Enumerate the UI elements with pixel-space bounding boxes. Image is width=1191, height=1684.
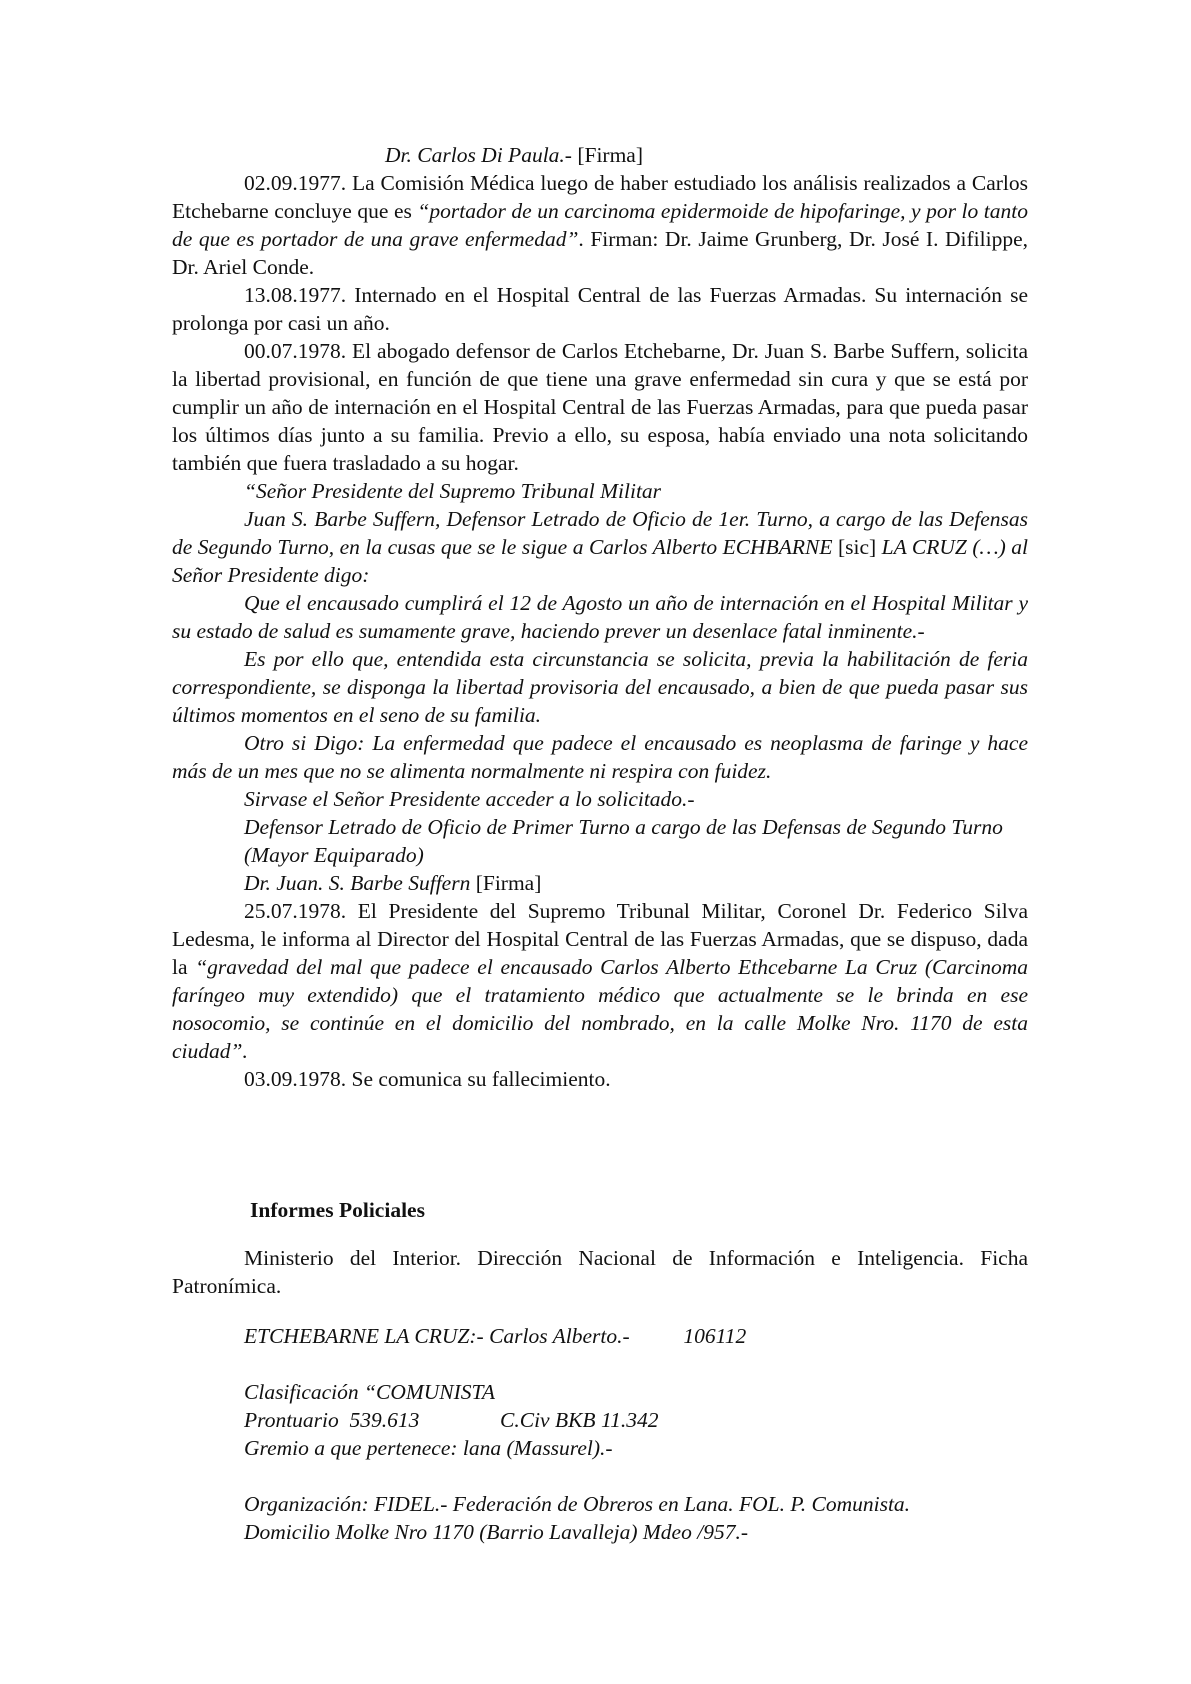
section-heading: Informes Policiales [250,1198,425,1222]
letter-salutation: “Señor Presidente del Supremo Tribunal Militar [244,479,662,503]
ficha-organizacion: Organización: FIDEL.- Federación de Obreros en Lana. FOL. P. Comunista. [244,1492,911,1516]
letter-paragraph-6: (Mayor Equiparado) [244,843,424,867]
document-body [172,141,1028,1093]
entry-1978-09-03: 03.09.1978. Se comunica su fallecimiento. [244,1067,611,1091]
letter-paragraph-4: Sirvase el Señor Presidente acceder a lo solicitado.- [244,787,695,811]
ficha-gremio: Gremio a que pertenece: lana (Massurel).- [244,1436,613,1460]
letter-paragraph-3: Otro si Digo: La enfermedad que padece el encausado es neoplasma de faringe y hace más de un mes que no se alimenta normalmente ni respira con fuidez. [172,731,1028,783]
signature-di-paula: Dr. Carlos Di Paula.- [Firma] [385,143,644,167]
informes-policiales-section [172,1196,1028,1300]
letter-signature: Dr. Juan. S. Barbe Suffern [Firma] [244,871,542,895]
ficha-prontuario: Prontuario 539.613 C.Civ BKB 11.342 [244,1408,659,1432]
letter-paragraph-2: Es por ello que, entendida esta circunstancia se solicita, previa la habilitación de feria correspondiente, se disponga la libertad provisoria del encausado, a bien de que pueda pasar sus últimos momentos en el seno de su familia. [172,647,1028,727]
letter-paragraph-1: Que el encausado cumplirá el 12 de Agosto un año de internación en el Hospital Militar y su estado de salud es sumamente grave, haciendo prever un desenlace fatal inminente.- [172,591,1028,643]
ficha-name-line: ETCHEBARNE LA CRUZ:- Carlos Alberto.- 106112 [244,1324,747,1348]
ficha-clasificacion: Clasificación “COMUNISTA [244,1380,496,1404]
entry-1978-07-00: 00.07.1978. El abogado defensor de Carlos Etchebarne, Dr. Juan S. Barbe Suffern, solicita la libertad provisional, en función de que tiene una grave enfermedad sin cura y que se está por cumplir un año de internación en el Hospital Central de las Fuerzas Armadas, para que pueda pasar los últimos días junto a su familia. Previo a ello, su esposa, había enviado una nota solicitando también que fuera trasladado a su hogar. [172,339,1028,475]
section-intro: Ministerio del Interior. Dirección Nacional de Información e Inteligencia. Ficha Patronímica. [172,1246,1028,1298]
entry-1977-08-13: 13.08.1977. Internado en el Hospital Central de las Fuerzas Armadas. Su internación se prolonga por casi un año. [172,283,1028,335]
entry-1978-07-25: 25.07.1978. El Presidente del Supremo Tribunal Militar, Coronel Dr. Federico Silva Ledesma, le informa al Director del Hospital Central de las Fuerzas Armadas, que se dispuso, dada la “gravedad del mal que padece el encausado Carlos Alberto Ethcebarne La Cruz (Carcinoma faríngeo muy extendido) que el tratamiento médico que actualmente se le brinda en ese nosocomio, se continúe en el domicilio del nombrado, en la calle Molke Nro. 1170 de esta ciudad”. [172,899,1028,1063]
letter-intro: Juan S. Barbe Suffern, Defensor Letrado de Oficio de 1er. Turno, a cargo de las Defensas de Segundo Turno, en la cusas que se le sigue a Carlos Alberto ECHBARNE [sic] LA CRUZ (…) al Señor Presidente digo: [172,507,1028,587]
ficha-domicilio: Domicilio Molke Nro 1170 (Barrio Lavalleja) Mdeo /957.- [244,1520,748,1544]
entry-1977-09-02: 02.09.1977. La Comisión Médica luego de haber estudiado los análisis realizados a Carlos Etchebarne concluye que es “portador de un carcinoma epidermoide de hipofaringe, y por lo tanto de que es portador de una grave enfermedad”. Firman: Dr. Jaime Grunberg, Dr. José I. Difilippe, Dr. Ariel Conde. [172,171,1028,279]
letter-paragraph-5: Defensor Letrado de Oficio de Primer Turno a cargo de las Defensas de Segundo Turno [244,815,1003,839]
ficha-patronimica [244,1322,1034,1546]
